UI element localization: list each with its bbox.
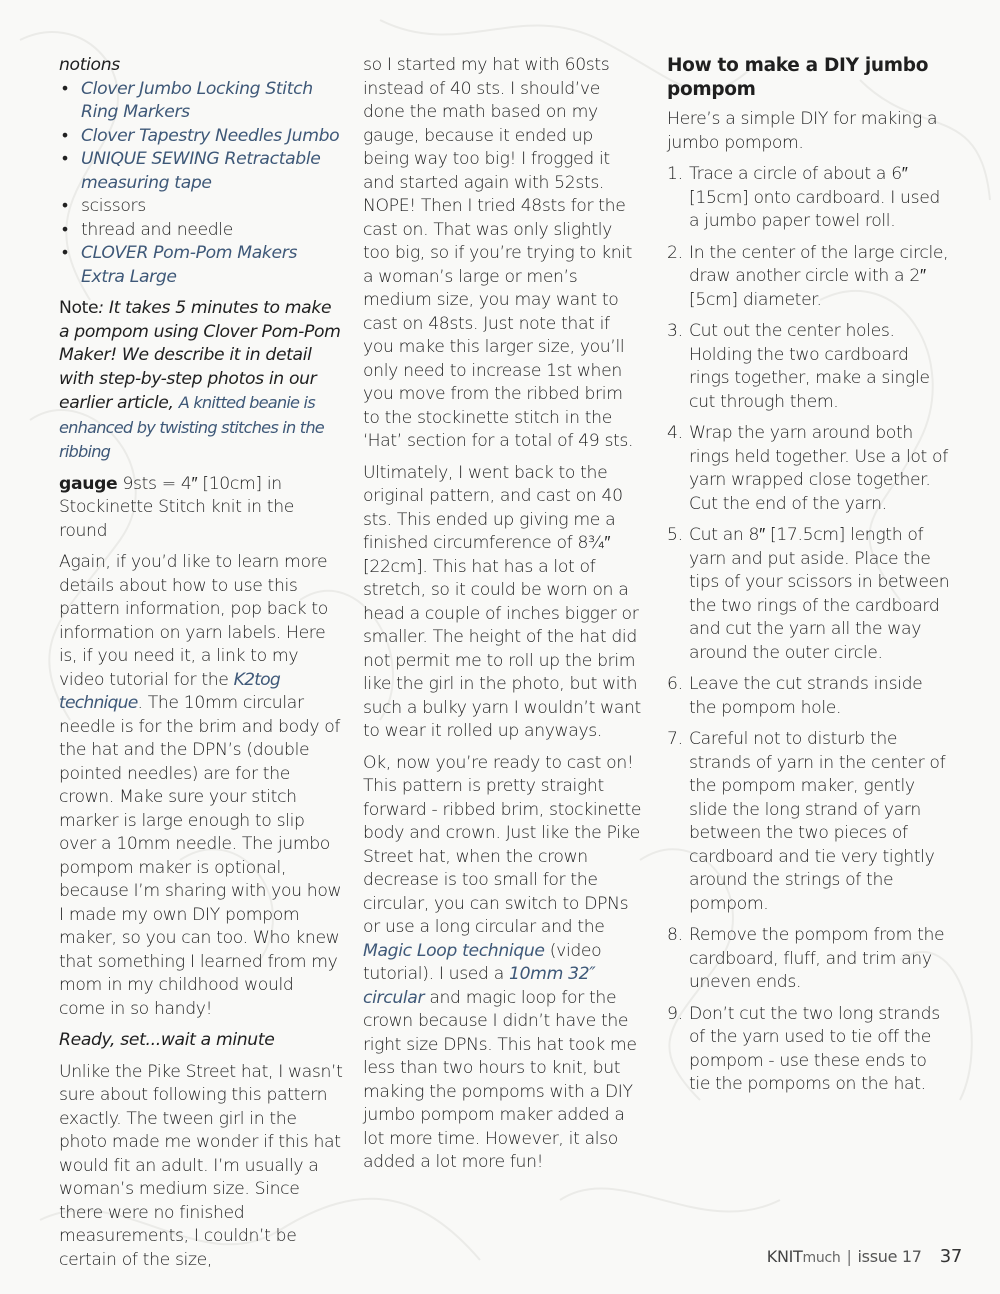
step-item: [667, 422, 952, 516]
notion-item[interactable]: [59, 125, 344, 149]
note-paragraph: [59, 297, 344, 465]
beanie-article-link[interactable]: A knitted beanie is enhanced by twisting stitches in the ribbing: [59, 393, 324, 461]
step-item: [667, 163, 952, 234]
step-item: [667, 728, 952, 916]
notion-link-measuring-tape[interactable]: UNIQUE SEWING Retractable measuring tape: [81, 149, 321, 193]
step-number: 1.: [667, 164, 683, 184]
note-label: Note: [59, 298, 99, 318]
step-text: Cut an 8″ [17.5cm] length of yarn and put aside. Place the tips of your scissors in between the two rings of the cardboard and cut the yarn all the way around the outer circle.: [689, 525, 950, 663]
section-heading: How to make a DIY jumbo pompom: [667, 55, 929, 100]
step-item: [667, 673, 952, 720]
step-text: Leave the cut strands inside the pompom hole.: [689, 674, 923, 718]
magic-loop-link[interactable]: Magic Loop technique: [363, 940, 545, 961]
step-text: Wrap the yarn around both rings held together. Use a lot of yarn wrapped close together. Cut the end of the yarn.: [689, 423, 948, 514]
notion-text-thread: thread and needle: [81, 219, 233, 240]
diy-intro: Here’s a simple DIY for making a jumbo pompom.: [667, 109, 938, 153]
subheading: Ready, set...wait a minute: [59, 1030, 275, 1050]
step-number: 8.: [667, 925, 683, 945]
paragraph-text: Again, if you’d like to learn more details about how to use this pattern information, pop back to information on yarn labels. Here is, if you need it, a link to my video tutorial for the: [59, 552, 328, 690]
notion-item[interactable]: [59, 78, 344, 125]
pike-street-paragraph: Unlike the Pike Street hat, I wasn’t sure about following this pattern exactly. The tween girl in the photo made me wonder if this hat would fit an adult. I’m usually a woman’s medium size. Since there were no finished measurements, I couldn’t be certain of the size,: [59, 1061, 343, 1270]
step-item: [667, 524, 952, 665]
notion-link-stitch-markers[interactable]: Clover Jumbo Locking Stitch Ring Markers: [81, 78, 313, 122]
step-text: Don’t cut the two long strands of the yarn used to tie off the pompom - use these ends to tie the pompoms on the hat.: [689, 1003, 940, 1094]
notion-item[interactable]: [59, 242, 344, 289]
sizing-paragraph: so I started my hat with 60sts instead of 40 sts. I should’ve done the math based on my gauge, because it ended up being way too big! I frogged it and started again with 52sts. NOPE! Then I tried 48sts for the cast on. That was only slightly too big, so if you’re trying to knit a woman’s large or men’s medium size, you may want to cast on 48sts. Just note that if you make this larger size, you’ll only need to increase 1st when you move from the ribbed brim to the stockinette stitch in the ‘Hat’ section for a total of 49 sts.: [363, 55, 634, 451]
notion-link-pompom-makers[interactable]: CLOVER Pom-Pom Makers Extra Large: [81, 243, 298, 287]
cast-on-paragraph: [363, 752, 643, 1175]
step-number: 5.: [667, 525, 683, 545]
step-text: In the center of the large circle, draw another circle with a 2″ [5cm] diameter.: [689, 242, 949, 310]
paragraph-text: (video tutorial). I used a: [363, 940, 602, 984]
step-number: 2.: [667, 242, 683, 263]
diy-steps-list: [667, 163, 952, 1097]
step-text: Cut out the center holes. Holding the two cardboard rings together, make a single cut through them.: [689, 321, 930, 412]
gauge-text: 9sts = 4″ [10cm] in Stockinette Stitch knit in the round: [59, 473, 294, 541]
issue-label: issue 17: [857, 1247, 922, 1266]
circular-needle-link[interactable]: 10mm 32″ circular: [363, 964, 596, 1008]
notions-label: notions: [59, 55, 120, 75]
page-footer: [767, 1246, 962, 1267]
intro-paragraph: [59, 551, 344, 1021]
step-number: 7.: [667, 729, 683, 749]
gauge-paragraph: [59, 473, 344, 544]
step-text: Trace a circle of about a 6″ [15cm] onto cardboard. I used a jumbo paper towel roll.: [689, 164, 940, 231]
circumference-paragraph: Ultimately, I went back to the original pattern, and cast on 40 sts. This ended up giving me a finished circumference of 8¾″ [22cm]. This hat has a lot of stretch, so it could be worn on a head a couple of inches bigger or smaller. The height of the hat did not permit me to roll up the brim like the girl in the photo, but with such a bulky yarn I wouldn’t want to wear it rolled up anyways.: [363, 462, 641, 741]
step-item: [667, 924, 952, 995]
brand-name: KNIT: [766, 1247, 803, 1266]
notion-text-scissors: scissors: [81, 196, 146, 216]
notion-item: [59, 195, 344, 219]
notion-link-tapestry-needles[interactable]: Clover Tapestry Needles Jumbo: [81, 125, 340, 146]
notions-list: [59, 78, 344, 290]
column-2: [363, 54, 643, 1183]
notion-item: [59, 219, 344, 243]
step-text: Careful not to disturb the strands of yarn in the center of the pompom maker, gently slide the long strand of yarn between the two pieces of cardboard and tie very tightly around the strings of the pompom.: [689, 729, 946, 914]
step-item: [667, 242, 952, 313]
paragraph-text: and magic loop for the crown because I didn’t have the right size DPNs. This hat took me less than two hours to knit, but making the pompoms with a DIY jumbo pompom maker added a lot more time. However, it also added a lot more fun!: [363, 987, 637, 1172]
notion-item[interactable]: [59, 148, 344, 195]
step-text: Remove the pompom from the cardboard, fluff, and trim any uneven ends.: [689, 925, 945, 992]
column-3: [667, 54, 952, 1105]
k2tog-technique-link[interactable]: K2tog technique: [59, 669, 281, 713]
step-number: 6.: [667, 674, 683, 694]
page-number: 37: [939, 1246, 962, 1267]
paragraph-text: Ok, now you’re ready to cast on! This pattern is pretty straight forward - ribbed brim, stockinette body and crown. Just like the Pike Street hat, when the crown decrease is too small for the circular, you can switch to DPNs or use a long circular and the: [363, 752, 642, 937]
footer-separator: |: [846, 1247, 852, 1266]
brand-suffix: much: [802, 1250, 841, 1266]
step-item: [667, 320, 952, 414]
step-number: 9.: [667, 1003, 683, 1024]
step-number: 4.: [667, 423, 683, 443]
column-1: [59, 54, 344, 1280]
paragraph-text: . The 10mm circular needle is for the brim and body of the hat and the DPN’s (double pointed needles) are for the crown. Make sure your stitch marker is large enough to slip over a 10mm needle. The jumbo pompom maker is optional, because I’m sharing with you how I made my own DIY pompom maker, so you can too. Who knew that something I learned from my mom in my childhood would come in so handy!: [59, 693, 342, 1019]
note-text: : It takes 5 minutes to make a pompom using Clover Pom-Pom Maker! We describe it in detail with step-by-step photos in our earlier article,: [59, 298, 341, 413]
step-item: [667, 1003, 952, 1097]
gauge-label: gauge: [59, 473, 118, 494]
step-number: 3.: [667, 321, 683, 341]
